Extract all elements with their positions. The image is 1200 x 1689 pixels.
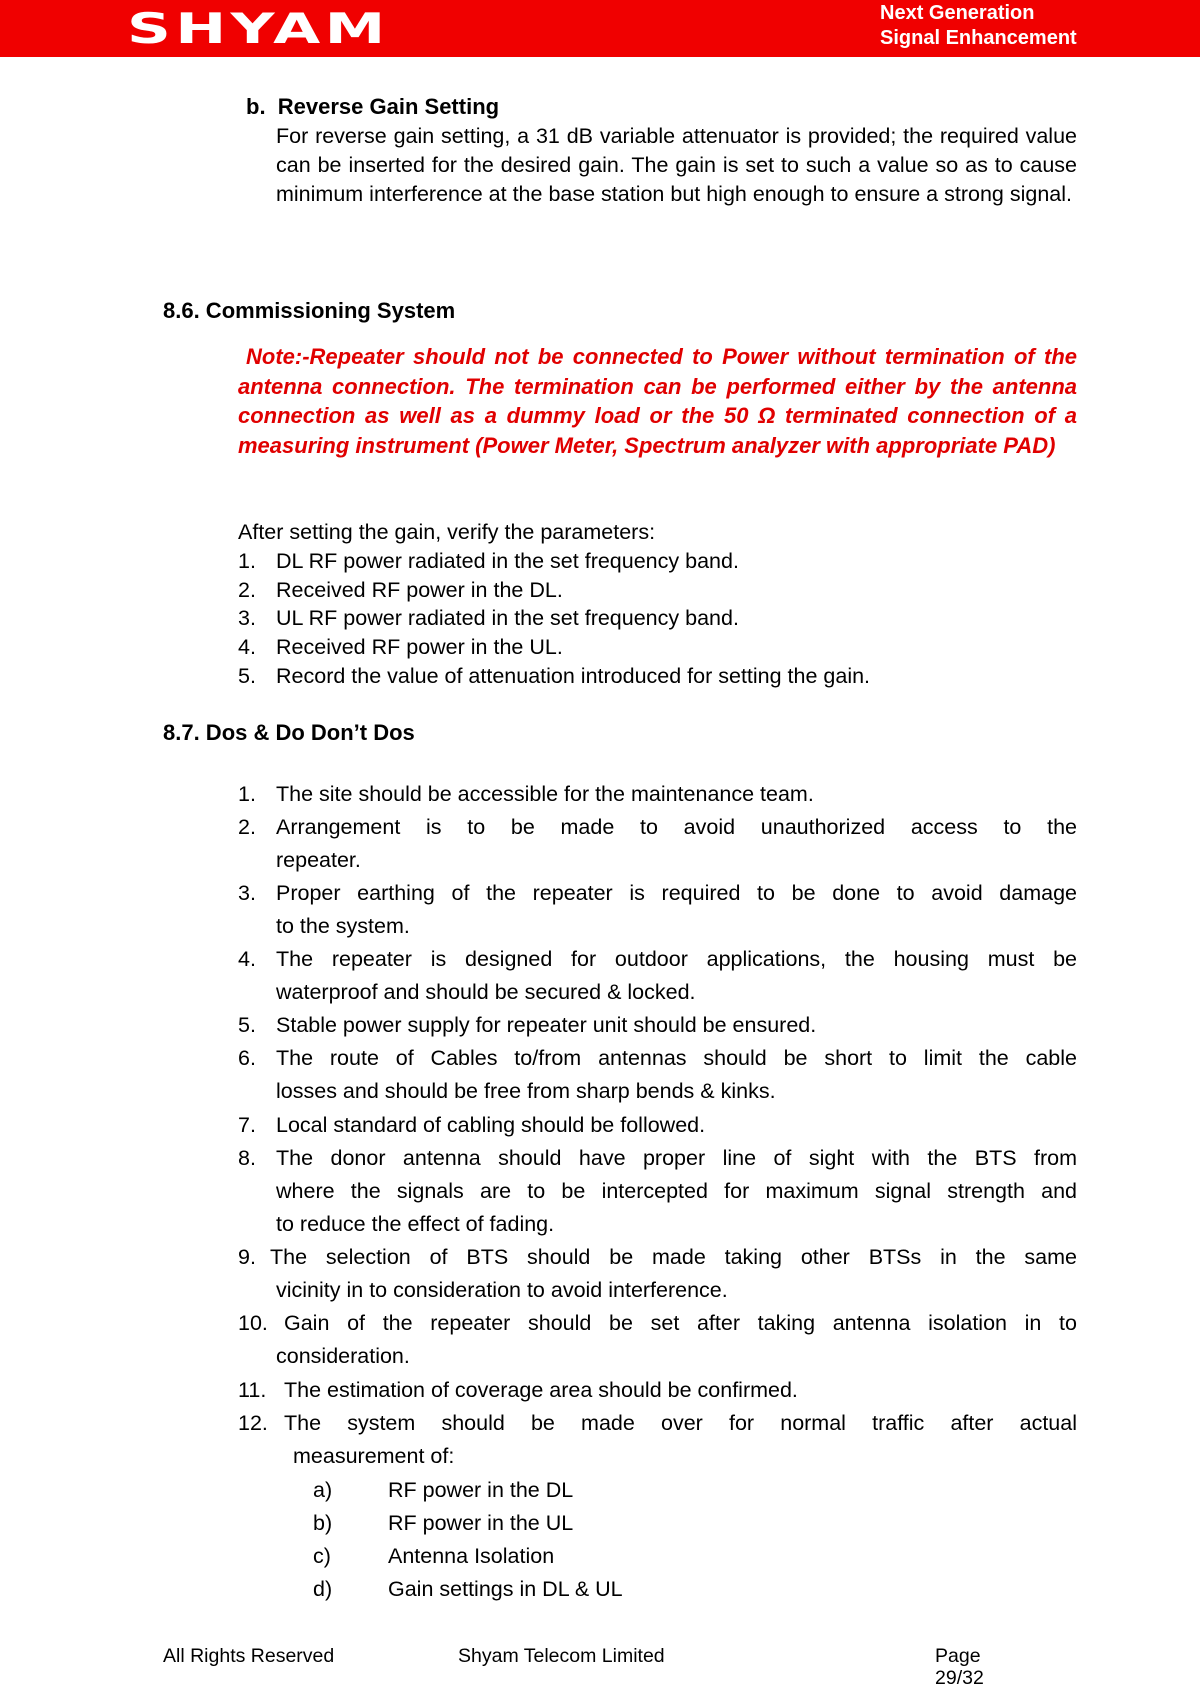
dos-item-line: to the system. [276,914,410,938]
dos-item-number: 5. [238,1013,256,1037]
step-text: DL RF power radiated in the set frequency band. [276,549,739,573]
dos-item-line: measurement of: [293,1444,455,1468]
header-tagline [880,1,1077,51]
step-text: Received RF power in the UL. [276,635,563,659]
dos-item-line: to reduce the effect of fading. [276,1212,555,1236]
dos-item-number: 11. [238,1378,267,1402]
reverse-gain-heading: b. Reverse Gain Setting [246,94,500,119]
subitem-label: c) [313,1544,331,1568]
dos-item-line: where the signals are to be intercepted for maximum signal strength and [276,1179,1077,1203]
step-text: Received RF power in the DL. [276,578,563,602]
header-bar [0,0,1200,57]
footer-rights: All Rights Reserved [163,1645,335,1667]
step-text: Record the value of attenuation introduced for setting the gain. [276,664,871,688]
subitem-text: RF power in the UL [388,1511,574,1535]
subitem-label: b) [313,1511,333,1535]
dos-item-line: The selection of BTS should be made taking other BTSs in the same [270,1245,1077,1269]
dos-item-number: 12. [238,1411,268,1435]
note-text: Note:-Repeater should not be connected to Power without termination of the antenna connection. The termination can be performed either by the antenna connection as well as a dummy load or the 50 Ω terminated connection of a measuring instrument (Power Meter, Spectrum analyzer with appropriate PAD) [238,344,1077,458]
dos-item-line: The repeater is designed for outdoor applications, the housing must be [276,947,1077,971]
dos-item-number: 9. [238,1245,256,1269]
dos-item-line: The estimation of coverage area should be confirmed. [284,1378,798,1402]
footer-company: Shyam Telecom Limited [458,1645,665,1667]
dos-item-line: The route of Cables to/from antennas should be short to limit the cable [276,1046,1077,1070]
dos-item-line: vicinity in to consideration to avoid interference. [276,1278,728,1302]
dos-item-number: 3. [238,881,256,905]
dos-item-line: The site should be accessible for the maintenance team. [276,782,814,806]
dos-item-line: waterproof and should be secured & locked. [276,980,696,1004]
footer-page-number: 29/32 [935,1667,984,1689]
dos-item-line: Gain of the repeater should be set after taking antenna isolation in to [284,1311,1077,1335]
step-number: 1. [238,549,256,573]
step-number: 5. [238,664,256,688]
dos-item-line: consideration. [276,1344,410,1368]
dos-item-line: The system should be made over for normal traffic after actual [284,1411,1077,1435]
tagline-line-2: Signal Enhancement [880,27,1077,49]
verify-intro: After setting the gain, verify the parameters: [238,520,656,544]
dos-item-number: 1. [238,782,256,806]
dos-item-number: 8. [238,1146,256,1170]
subitem-text: Antenna Isolation [388,1544,555,1568]
dos-item-line: Arrangement is to be made to avoid unauthorized access to the [276,815,1077,839]
dos-item-line: The donor antenna should have proper line of sight with the BTS from [276,1146,1077,1170]
dos-item-line: Proper earthing of the repeater is required to be done to avoid damage [276,881,1077,905]
dos-item-number: 2. [238,815,256,839]
step-number: 2. [238,578,256,602]
subitem-label: a) [313,1478,333,1502]
dos-item-line: Stable power supply for repeater unit should be ensured. [276,1013,817,1037]
subitem-text: RF power in the DL [388,1478,574,1502]
step-text: UL RF power radiated in the set frequency band. [276,606,739,630]
footer-page [935,1645,984,1689]
dos-heading: 8.7. Dos & Do Don’t Dos [163,720,415,745]
subitem-label: d) [313,1577,333,1601]
dos-item-number: 6. [238,1046,256,1070]
dos-item-line: repeater. [276,848,361,872]
dos-item-line: Local standard of cabling should be followed. [276,1113,706,1137]
dos-item-number: 7. [238,1113,256,1137]
step-number: 4. [238,635,256,659]
shyam-logo: SHYAM [127,4,390,53]
reverse-gain-body: For reverse gain setting, a 31 dB variable attenuator is provided; the required value can be inserted for the desired gain. The gain is set to such a value so as to cause minimum interference at the base station but high enough to ensure a strong signal. [276,124,1077,206]
commissioning-heading: 8.6. Commissioning System [163,298,456,323]
tagline-line-1: Next Generation [880,2,1035,24]
dos-item-line: losses and should be free from sharp bends & kinks. [276,1079,776,1103]
footer-page-label: Page [935,1645,981,1667]
commissioning-note [238,342,1077,460]
dos-item-number: 10. [238,1311,268,1335]
step-number: 3. [238,606,256,630]
dos-item-number: 4. [238,947,256,971]
subitem-text: Gain settings in DL & UL [388,1577,623,1601]
